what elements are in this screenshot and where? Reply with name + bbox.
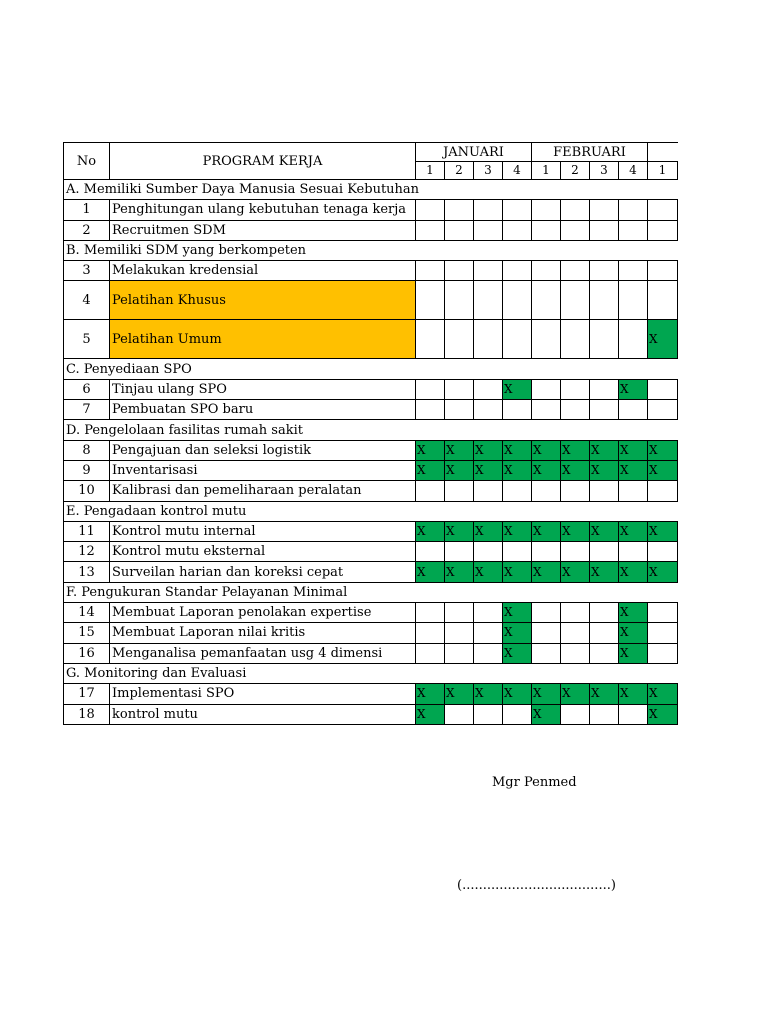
row-number: 14: [64, 603, 110, 623]
row-number: 16: [64, 643, 110, 663]
program-label: Implementasi SPO: [110, 684, 416, 704]
row-number: 15: [64, 623, 110, 643]
schedule-mark-cell: X: [474, 440, 503, 460]
schedule-empty-cell: [561, 481, 590, 501]
schedule-empty-cell: [503, 320, 532, 359]
schedule-mark-cell: X: [532, 440, 561, 460]
schedule-empty-cell: [416, 623, 445, 643]
schedule-mark-cell: X: [532, 704, 561, 724]
program-label: Pengajuan dan seleksi logistik: [110, 440, 416, 460]
schedule-mark-cell: X: [445, 684, 474, 704]
schedule-empty-cell: [561, 261, 590, 281]
schedule-empty-cell: [445, 603, 474, 623]
schedule-empty-cell: [474, 261, 503, 281]
schedule-mark-cell: X: [561, 440, 590, 460]
program-label: Pelatihan Khusus: [110, 281, 416, 320]
schedule-mark-cell: X: [503, 521, 532, 541]
schedule-mark-cell: X: [503, 440, 532, 460]
schedule-empty-cell: [648, 623, 678, 643]
program-label: Menganalisa pemanfaatan usg 4 dimensi: [110, 643, 416, 663]
schedule-empty-cell: [561, 400, 590, 420]
schedule-empty-cell: [474, 400, 503, 420]
schedule-empty-cell: [532, 542, 561, 562]
header-month-februari: FEBRUARI: [532, 143, 648, 162]
schedule-mark-cell: X: [474, 460, 503, 480]
schedule-empty-cell: [590, 704, 619, 724]
schedule-empty-cell: [532, 603, 561, 623]
section-title: G. Monitoring dan Evaluasi: [64, 663, 678, 683]
schedule-empty-cell: [416, 603, 445, 623]
table-row: [64, 562, 678, 582]
row-number: 8: [64, 440, 110, 460]
schedule-empty-cell: [445, 623, 474, 643]
schedule-empty-cell: [561, 603, 590, 623]
row-number: 6: [64, 379, 110, 399]
schedule-mark-cell: X: [619, 562, 648, 582]
schedule-empty-cell: [474, 200, 503, 220]
schedule-empty-cell: [503, 281, 532, 320]
schedule-empty-cell: [590, 281, 619, 320]
schedule-empty-cell: [503, 220, 532, 240]
schedule-empty-cell: [474, 281, 503, 320]
schedule-empty-cell: [445, 379, 474, 399]
schedule-mark-cell: X: [503, 379, 532, 399]
table-row: [64, 704, 678, 724]
table-row: [64, 281, 678, 320]
schedule-empty-cell: [561, 623, 590, 643]
schedule-empty-cell: [532, 261, 561, 281]
program-label: Recruitmen SDM: [110, 220, 416, 240]
schedule-mark-cell: X: [503, 623, 532, 643]
schedule-mark-cell: X: [416, 521, 445, 541]
section-row: [64, 420, 678, 440]
row-number: 11: [64, 521, 110, 541]
schedule-empty-cell: [416, 643, 445, 663]
schedule-empty-cell: [474, 542, 503, 562]
schedule-mark-cell: X: [648, 320, 678, 359]
schedule-mark-cell: X: [503, 684, 532, 704]
schedule-empty-cell: [445, 320, 474, 359]
signer-title: Mgr Penmed: [492, 775, 577, 790]
schedule-mark-cell: X: [445, 562, 474, 582]
table-row: [64, 460, 678, 480]
signature-line: (....................................): [457, 878, 616, 893]
schedule-empty-cell: [619, 261, 648, 281]
section-title: B. Memiliki SDM yang berkompeten: [64, 240, 678, 260]
schedule-mark-cell: X: [619, 643, 648, 663]
schedule-mark-cell: X: [619, 521, 648, 541]
schedule-empty-cell: [474, 220, 503, 240]
schedule-empty-cell: [648, 643, 678, 663]
program-label: Membuat Laporan nilai kritis: [110, 623, 416, 643]
schedule-empty-cell: [532, 379, 561, 399]
schedule-empty-cell: [474, 643, 503, 663]
schedule-mark-cell: X: [474, 521, 503, 541]
schedule-empty-cell: [474, 603, 503, 623]
schedule-empty-cell: [445, 220, 474, 240]
row-number: 17: [64, 684, 110, 704]
row-number: 3: [64, 261, 110, 281]
schedule-empty-cell: [561, 220, 590, 240]
table-row: [64, 379, 678, 399]
schedule-empty-cell: [416, 400, 445, 420]
program-label: Melakukan kredensial: [110, 261, 416, 281]
schedule-mark-cell: X: [474, 684, 503, 704]
table-row: [64, 623, 678, 643]
row-number: 7: [64, 400, 110, 420]
program-label: Kontrol mutu eksternal: [110, 542, 416, 562]
schedule-empty-cell: [445, 643, 474, 663]
schedule-empty-cell: [445, 542, 474, 562]
schedule-empty-cell: [648, 400, 678, 420]
week-label: 4: [619, 162, 648, 180]
schedule-mark-cell: X: [590, 562, 619, 582]
table-row: [64, 200, 678, 220]
row-number: 13: [64, 562, 110, 582]
schedule-empty-cell: [532, 220, 561, 240]
schedule-empty-cell: [590, 379, 619, 399]
section-row: [64, 359, 678, 379]
schedule-mark-cell: X: [561, 460, 590, 480]
table-row: [64, 400, 678, 420]
section-title: F. Pengukuran Standar Pelayanan Minimal: [64, 582, 678, 602]
schedule-empty-cell: [474, 481, 503, 501]
schedule-empty-cell: [561, 643, 590, 663]
section-row: [64, 663, 678, 683]
program-label: Inventarisasi: [110, 460, 416, 480]
schedule-empty-cell: [648, 261, 678, 281]
section-title: C. Penyediaan SPO: [64, 359, 678, 379]
table-row: [64, 481, 678, 501]
schedule-empty-cell: [445, 704, 474, 724]
row-number: 10: [64, 481, 110, 501]
schedule-empty-cell: [416, 542, 445, 562]
program-label: Pembuatan SPO baru: [110, 400, 416, 420]
schedule-empty-cell: [503, 200, 532, 220]
header-month-next: [648, 143, 678, 162]
program-label: Surveilan harian dan koreksi cepat: [110, 562, 416, 582]
section-row: [64, 240, 678, 260]
schedule-empty-cell: [416, 200, 445, 220]
table-row: [64, 603, 678, 623]
table-row: [64, 440, 678, 460]
row-number: 2: [64, 220, 110, 240]
schedule-empty-cell: [416, 281, 445, 320]
schedule-empty-cell: [416, 379, 445, 399]
schedule-empty-cell: [474, 704, 503, 724]
schedule-empty-cell: [590, 481, 619, 501]
week-label: 1: [416, 162, 445, 180]
schedule-mark-cell: X: [445, 460, 474, 480]
schedule-empty-cell: [590, 603, 619, 623]
week-label: 3: [590, 162, 619, 180]
program-label: Pelatihan Umum: [110, 320, 416, 359]
schedule-empty-cell: [474, 320, 503, 359]
schedule-empty-cell: [619, 400, 648, 420]
row-number: 9: [64, 460, 110, 480]
schedule-empty-cell: [416, 481, 445, 501]
table-row: [64, 643, 678, 663]
program-label: Kalibrasi dan pemeliharaan peralatan: [110, 481, 416, 501]
schedule-empty-cell: [648, 603, 678, 623]
schedule-mark-cell: X: [648, 521, 678, 541]
section-title: E. Pengadaan kontrol mutu: [64, 501, 678, 521]
schedule-mark-cell: X: [648, 704, 678, 724]
header-program: PROGRAM KERJA: [110, 143, 416, 180]
schedule-mark-cell: X: [445, 440, 474, 460]
schedule-empty-cell: [503, 481, 532, 501]
schedule-empty-cell: [503, 704, 532, 724]
schedule-mark-cell: X: [532, 684, 561, 704]
schedule-empty-cell: [474, 379, 503, 399]
work-program-table: [63, 142, 678, 725]
week-label: 1: [648, 162, 678, 180]
schedule-mark-cell: X: [503, 643, 532, 663]
schedule-empty-cell: [590, 400, 619, 420]
schedule-empty-cell: [561, 200, 590, 220]
schedule-empty-cell: [532, 400, 561, 420]
schedule-empty-cell: [619, 220, 648, 240]
schedule-empty-cell: [474, 623, 503, 643]
schedule-mark-cell: X: [503, 460, 532, 480]
week-label: 3: [474, 162, 503, 180]
row-number: 5: [64, 320, 110, 359]
program-label: Tinjau ulang SPO: [110, 379, 416, 399]
schedule-empty-cell: [445, 200, 474, 220]
table-row: [64, 320, 678, 359]
week-label: 1: [532, 162, 561, 180]
schedule-empty-cell: [445, 481, 474, 501]
schedule-mark-cell: X: [648, 562, 678, 582]
schedule-empty-cell: [445, 281, 474, 320]
schedule-empty-cell: [590, 542, 619, 562]
schedule-mark-cell: X: [619, 623, 648, 643]
schedule-empty-cell: [416, 220, 445, 240]
schedule-mark-cell: X: [619, 684, 648, 704]
schedule-mark-cell: X: [532, 460, 561, 480]
schedule-empty-cell: [648, 379, 678, 399]
program-label: Membuat Laporan penolakan expertise: [110, 603, 416, 623]
schedule-mark-cell: X: [503, 562, 532, 582]
schedule-empty-cell: [561, 379, 590, 399]
schedule-mark-cell: X: [648, 440, 678, 460]
section-row: [64, 501, 678, 521]
schedule-mark-cell: X: [445, 521, 474, 541]
schedule-empty-cell: [503, 261, 532, 281]
program-label: kontrol mutu: [110, 704, 416, 724]
schedule-empty-cell: [590, 320, 619, 359]
schedule-empty-cell: [532, 200, 561, 220]
schedule-empty-cell: [619, 704, 648, 724]
schedule-empty-cell: [619, 542, 648, 562]
schedule-empty-cell: [416, 320, 445, 359]
schedule-empty-cell: [590, 261, 619, 281]
week-label: 2: [561, 162, 590, 180]
schedule-empty-cell: [561, 320, 590, 359]
program-label: Penghitungan ulang kebutuhan tenaga kerja: [110, 200, 416, 220]
schedule-empty-cell: [503, 400, 532, 420]
schedule-mark-cell: X: [474, 562, 503, 582]
schedule-empty-cell: [590, 220, 619, 240]
table-row: [64, 684, 678, 704]
schedule-empty-cell: [648, 281, 678, 320]
schedule-empty-cell: [532, 320, 561, 359]
row-number: 4: [64, 281, 110, 320]
schedule-empty-cell: [648, 200, 678, 220]
schedule-mark-cell: X: [532, 562, 561, 582]
schedule-mark-cell: X: [561, 684, 590, 704]
section-title: A. Memiliki Sumber Daya Manusia Sesuai Kebutuhan: [64, 180, 678, 200]
schedule-mark-cell: X: [619, 460, 648, 480]
schedule-mark-cell: X: [619, 379, 648, 399]
section-row: [64, 180, 678, 200]
schedule-empty-cell: [561, 704, 590, 724]
schedule-mark-cell: X: [416, 440, 445, 460]
schedule-mark-cell: X: [532, 521, 561, 541]
schedule-mark-cell: X: [648, 460, 678, 480]
schedule-empty-cell: [532, 643, 561, 663]
table-row: [64, 220, 678, 240]
schedule-mark-cell: X: [561, 521, 590, 541]
schedule-mark-cell: X: [590, 440, 619, 460]
schedule-empty-cell: [532, 623, 561, 643]
schedule-empty-cell: [561, 542, 590, 562]
schedule-empty-cell: [619, 481, 648, 501]
schedule-mark-cell: X: [503, 603, 532, 623]
schedule-empty-cell: [590, 643, 619, 663]
section-title: D. Pengelolaan fasilitas rumah sakit: [64, 420, 678, 440]
schedule-empty-cell: [648, 220, 678, 240]
schedule-empty-cell: [648, 481, 678, 501]
schedule-empty-cell: [590, 623, 619, 643]
program-label: Kontrol mutu internal: [110, 521, 416, 541]
table-row: [64, 521, 678, 541]
week-label: 2: [445, 162, 474, 180]
schedule-mark-cell: X: [590, 460, 619, 480]
schedule-mark-cell: X: [416, 704, 445, 724]
week-label: 4: [503, 162, 532, 180]
schedule-empty-cell: [619, 320, 648, 359]
schedule-mark-cell: X: [416, 684, 445, 704]
schedule-mark-cell: X: [619, 603, 648, 623]
schedule-mark-cell: X: [590, 684, 619, 704]
schedule-empty-cell: [503, 542, 532, 562]
table-row: [64, 542, 678, 562]
schedule-empty-cell: [619, 200, 648, 220]
schedule-empty-cell: [445, 261, 474, 281]
schedule-empty-cell: [532, 481, 561, 501]
header-month-januari: JANUARI: [416, 143, 532, 162]
row-number: 18: [64, 704, 110, 724]
header-no: No: [64, 143, 110, 180]
row-number: 1: [64, 200, 110, 220]
schedule-mark-cell: X: [416, 460, 445, 480]
schedule-empty-cell: [532, 281, 561, 320]
schedule-mark-cell: X: [561, 562, 590, 582]
schedule-mark-cell: X: [416, 562, 445, 582]
schedule-empty-cell: [416, 261, 445, 281]
section-row: [64, 582, 678, 602]
schedule-mark-cell: X: [590, 521, 619, 541]
table-row: [64, 261, 678, 281]
schedule-empty-cell: [648, 542, 678, 562]
row-number: 12: [64, 542, 110, 562]
schedule-empty-cell: [619, 281, 648, 320]
schedule-mark-cell: X: [619, 440, 648, 460]
schedule-empty-cell: [445, 400, 474, 420]
schedule-empty-cell: [590, 200, 619, 220]
schedule-empty-cell: [561, 281, 590, 320]
schedule-mark-cell: X: [648, 684, 678, 704]
